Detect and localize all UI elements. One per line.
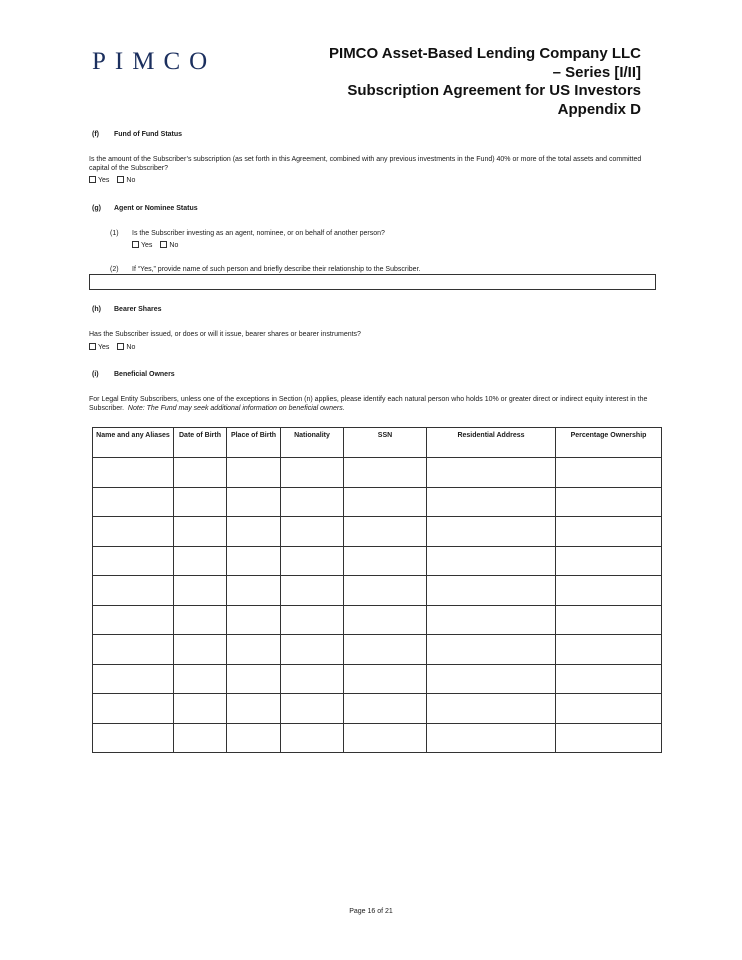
table-cell-input[interactable] xyxy=(174,576,227,606)
table-cell-input[interactable] xyxy=(344,458,427,488)
table-cell-input[interactable] xyxy=(281,664,344,694)
table-cell-input[interactable] xyxy=(174,605,227,635)
yes-label: Yes xyxy=(141,242,153,249)
table-cell-input[interactable] xyxy=(556,458,662,488)
section-g-no-option[interactable] xyxy=(160,241,178,250)
table-cell-input[interactable] xyxy=(227,723,281,753)
pimco-logo: PIMCO xyxy=(92,48,217,75)
table-cell-input[interactable] xyxy=(427,694,556,724)
table-cell-input[interactable] xyxy=(174,694,227,724)
section-i-note: Note: The Fund may seek additional information on beneficial owners. xyxy=(127,405,345,412)
column-header-name: Name and any Aliases xyxy=(93,428,174,458)
table-cell-input[interactable] xyxy=(93,576,174,606)
section-f-options xyxy=(89,176,143,185)
section-g-q2: If “Yes,” provide name of such person and briefly describe their relationship to the Subscriber. xyxy=(132,266,421,273)
table-row xyxy=(93,517,662,547)
table-cell-input[interactable] xyxy=(281,635,344,665)
column-header-residential-address: Residential Address xyxy=(427,428,556,458)
table-cell-input[interactable] xyxy=(556,605,662,635)
section-i-intro-text: For Legal Entity Subscribers, unless one of the exceptions in Section (n) applies, please identify each natural person who holds 10% or greater direct or indirect equity interest in the Subscriber. xyxy=(89,396,648,412)
section-h-number: (h) xyxy=(92,306,101,313)
table-row xyxy=(93,635,662,665)
table-body xyxy=(93,458,662,753)
table-cell-input[interactable] xyxy=(281,458,344,488)
table-cell-input[interactable] xyxy=(93,605,174,635)
header-title-line-2: – Series [I/II] xyxy=(552,64,641,81)
header-title-line-1: PIMCO Asset-Based Lending Company LLC xyxy=(329,45,641,62)
table-header-row xyxy=(93,428,662,458)
table-cell-input[interactable] xyxy=(174,723,227,753)
beneficial-owners-table xyxy=(92,427,662,753)
table-row xyxy=(93,723,662,753)
section-i-number: (i) xyxy=(92,371,99,378)
table-cell-input[interactable] xyxy=(281,723,344,753)
table-cell-input[interactable] xyxy=(174,635,227,665)
section-f-no-option[interactable] xyxy=(117,176,135,185)
table-cell-input[interactable] xyxy=(344,546,427,576)
column-header-place-of-birth: Place of Birth xyxy=(227,428,281,458)
table-cell-input[interactable] xyxy=(227,635,281,665)
table-cell-input[interactable] xyxy=(281,605,344,635)
no-label: No xyxy=(126,177,136,184)
table-cell-input[interactable] xyxy=(93,723,174,753)
section-i-intro xyxy=(89,395,661,413)
table-cell-input[interactable] xyxy=(556,546,662,576)
header-title-line-4: Appendix D xyxy=(557,101,641,118)
table-row xyxy=(93,576,662,606)
section-f-question: Is the amount of the Subscriber’s subscription (as set forth in this Agreement, combined with any previous investments in the Fund) 40% or more of the total assets and committed capital of the Subscriber? xyxy=(89,156,642,172)
table-cell-input[interactable] xyxy=(344,605,427,635)
column-header-percentage-ownership: Percentage Ownership xyxy=(556,428,662,458)
table-cell-input[interactable] xyxy=(281,546,344,576)
table-cell-input[interactable] xyxy=(227,458,281,488)
table-cell-input[interactable] xyxy=(344,635,427,665)
section-g-yes-option[interactable] xyxy=(132,241,152,250)
section-f-title: Fund of Fund Status xyxy=(114,131,183,138)
section-h-no-option[interactable] xyxy=(117,343,135,352)
column-header-nationality: Nationality xyxy=(281,428,344,458)
table-cell-input[interactable] xyxy=(174,546,227,576)
table-cell-input[interactable] xyxy=(427,487,556,517)
table-cell-input[interactable] xyxy=(427,723,556,753)
table-cell-input[interactable] xyxy=(427,576,556,606)
section-g-q1: Is the Subscriber investing as an agent, nominee, or on behalf of another person? xyxy=(132,230,385,237)
table-cell-input[interactable] xyxy=(556,517,662,547)
table-cell-input[interactable] xyxy=(93,517,174,547)
table-cell-input[interactable] xyxy=(556,576,662,606)
table-cell-input[interactable] xyxy=(344,723,427,753)
table-cell-input[interactable] xyxy=(344,694,427,724)
section-f-yes-option[interactable] xyxy=(89,176,109,185)
no-label: No xyxy=(169,242,179,249)
checkbox-icon[interactable] xyxy=(89,176,96,183)
yes-label: Yes xyxy=(98,344,110,351)
table-cell-input[interactable] xyxy=(427,458,556,488)
table-cell-input[interactable] xyxy=(556,694,662,724)
table-cell-input[interactable] xyxy=(427,635,556,665)
section-g-q1-number: (1) xyxy=(110,230,119,237)
checkbox-icon[interactable] xyxy=(89,343,96,350)
table-cell-input[interactable] xyxy=(174,458,227,488)
table-cell-input[interactable] xyxy=(344,576,427,606)
table-cell-input[interactable] xyxy=(344,487,427,517)
table-cell-input[interactable] xyxy=(227,605,281,635)
table-row xyxy=(93,605,662,635)
table-cell-input[interactable] xyxy=(281,517,344,547)
checkbox-icon[interactable] xyxy=(160,241,167,248)
section-i-title: Beneficial Owners xyxy=(114,371,175,378)
table-cell-input[interactable] xyxy=(93,458,174,488)
table-cell-input[interactable] xyxy=(174,487,227,517)
table-cell-input[interactable] xyxy=(556,723,662,753)
table-row xyxy=(93,664,662,694)
page-number: Page 16 of 21 xyxy=(349,908,393,915)
section-g-number: (g) xyxy=(92,205,101,212)
table-cell-input[interactable] xyxy=(227,546,281,576)
section-g-title: Agent or Nominee Status xyxy=(114,205,198,212)
section-h-question: Has the Subscriber issued, or does or will it issue, bearer shares or bearer instruments? xyxy=(89,331,361,338)
table-cell-input[interactable] xyxy=(427,664,556,694)
table-cell-input[interactable] xyxy=(93,635,174,665)
checkbox-icon[interactable] xyxy=(117,343,124,350)
table-row xyxy=(93,487,662,517)
table-cell-input[interactable] xyxy=(174,664,227,694)
checkbox-icon[interactable] xyxy=(132,241,139,248)
column-header-ssn: SSN xyxy=(344,428,427,458)
table-cell-input[interactable] xyxy=(344,517,427,547)
relationship-answer-field[interactable] xyxy=(89,274,656,290)
no-label: No xyxy=(126,344,136,351)
table-row xyxy=(93,546,662,576)
section-h-yes-option[interactable] xyxy=(89,343,109,352)
table-row xyxy=(93,458,662,488)
table-cell-input[interactable] xyxy=(556,487,662,517)
table-cell-input[interactable] xyxy=(93,487,174,517)
table-cell-input[interactable] xyxy=(427,517,556,547)
table-cell-input[interactable] xyxy=(93,546,174,576)
table-cell-input[interactable] xyxy=(93,694,174,724)
table-cell-input[interactable] xyxy=(556,635,662,665)
table-cell-input[interactable] xyxy=(227,576,281,606)
table-cell-input[interactable] xyxy=(227,487,281,517)
table-cell-input[interactable] xyxy=(227,517,281,547)
section-f-number: (f) xyxy=(92,131,99,138)
table-cell-input[interactable] xyxy=(227,664,281,694)
table-cell-input[interactable] xyxy=(281,576,344,606)
table-cell-input[interactable] xyxy=(281,487,344,517)
table-cell-input[interactable] xyxy=(281,694,344,724)
table-cell-input[interactable] xyxy=(227,694,281,724)
checkbox-icon[interactable] xyxy=(117,176,124,183)
table-cell-input[interactable] xyxy=(344,664,427,694)
section-g-options xyxy=(132,241,186,250)
section-g-q2-number: (2) xyxy=(110,266,119,273)
table-cell-input[interactable] xyxy=(556,664,662,694)
table-row xyxy=(93,694,662,724)
section-h-options xyxy=(89,343,143,352)
table-cell-input[interactable] xyxy=(174,517,227,547)
section-h-title: Bearer Shares xyxy=(114,306,162,313)
table-cell-input[interactable] xyxy=(427,605,556,635)
header-title-line-3: Subscription Agreement for US Investors xyxy=(347,82,641,99)
yes-label: Yes xyxy=(98,177,110,184)
table-cell-input[interactable] xyxy=(93,664,174,694)
table-cell-input[interactable] xyxy=(427,546,556,576)
column-header-date-of-birth: Date of Birth xyxy=(174,428,227,458)
